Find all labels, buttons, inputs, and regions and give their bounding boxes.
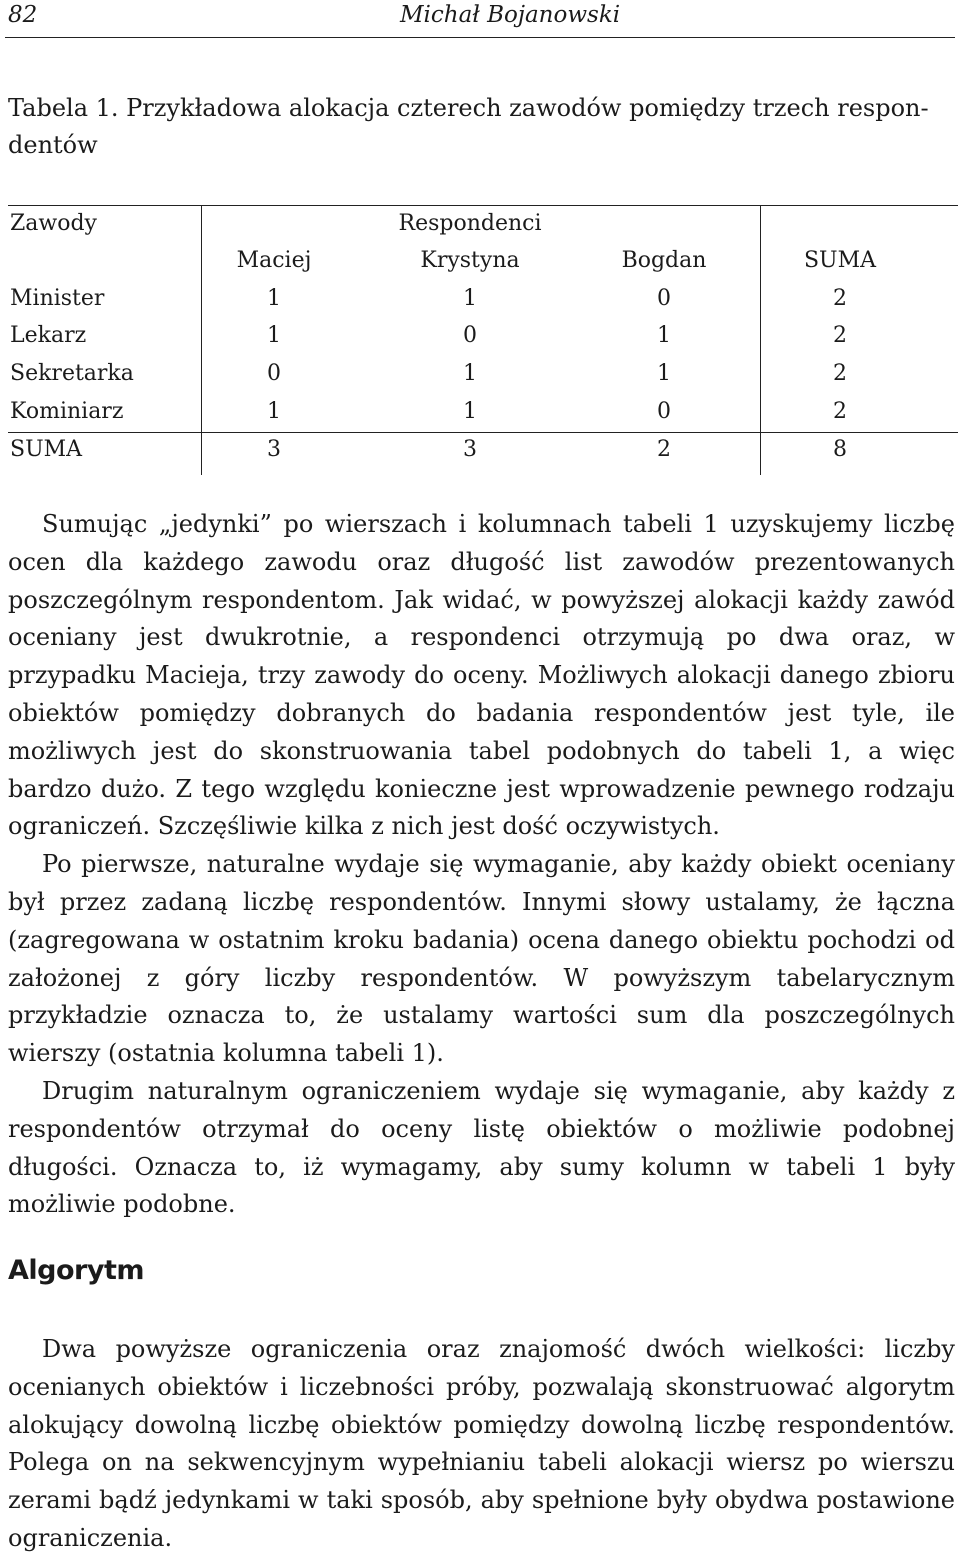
col-header-label: Krystyna [420,248,520,273]
table-caption [8,90,953,164]
cell-value: 0 [267,361,281,386]
cell-value: 1 [267,399,281,424]
cell-value: 8 [833,437,847,462]
cell-value: 2 [833,399,847,424]
cell-value: 1 [267,323,281,348]
header-respondenci-label: Respondenci [398,211,542,236]
cell-value: 2 [657,437,671,462]
running-author: Michał Bojanowski [400,2,621,28]
section-heading: Algorytm [8,1255,144,1286]
row-label: Sekretarka [10,361,134,386]
body-section-2 [8,1331,955,1558]
body-section-1 [8,506,955,1224]
cell-value: 1 [463,399,477,424]
col-header-label: Maciej [236,248,312,273]
table-caption-line-1: Tabela 1. Przykładowa alokacja czterech zawodów pomiędzy trzech respon- [8,94,929,122]
cell-value: 2 [833,361,847,386]
paragraph-3: Drugim naturalnym ograniczeniem wydaje się wymaganie, aby każdy z respondentów otrzymał do oceny listę obiektów o możliwie podobnej długości. Oznacza to, iż wymagamy, aby sumy kolumn w tabeli 1 były możliwie podobne. [8,1076,955,1219]
header-rule [5,37,955,38]
header-zawody: Zawody [10,211,97,236]
paragraph-1: Sumując „jedynki” po wierszach i kolumnach tabeli 1 uzyskujemy liczbę ocen dla każdego zawodu oraz długość list zawodów prezentowanych poszczególnym respondentom. Jak widać, w powyższej alokacji każdy zawód oceniany jest dwukrotnie, a respondenci otrzymują po dwa oraz, w przypadku Macieja, trzy zawody do oceny. Możliwych alokacji danego zbioru obiektów pomiędzy dobranych do badania respondentów jest tyle, ile możliwych jest do skonstruowania tabel podobnych do tabeli 1, a więc bardzo dużo. Z tego względu konieczne jest wprowadzenie pewnego rodzaju ograniczeń. Szczęśliwie kilka z nich jest dość oczywistych. [8,510,955,841]
cell-value: 1 [267,286,281,311]
cell-value: 2 [833,323,847,348]
row-label: SUMA [10,437,83,462]
table-total-rule [8,432,958,433]
col-header-label: SUMA [803,248,877,273]
cell-value: 1 [657,323,671,348]
table-sum-rule [760,205,761,475]
cell-value: 2 [833,286,847,311]
row-label: Minister [10,286,105,311]
table-caption-line-2: dentów [8,131,98,159]
allocation-table [8,205,958,475]
cell-value: 0 [657,286,671,311]
cell-value: 0 [657,399,671,424]
cell-value: 1 [463,286,477,311]
table-left-rule [201,205,202,475]
table-top-rule [8,205,958,206]
page-number: 82 [8,2,38,28]
row-label: Lekarz [10,323,87,348]
col-header-label: Bogdan [621,248,707,273]
cell-value: 3 [267,437,281,462]
cell-value: 0 [463,323,477,348]
running-header [0,0,960,38]
paragraph-2: Po pierwsze, naturalne wydaje się wymaganie, aby każdy obiekt oceniany był przez zadaną liczbę respondentów. Innymi słowy ustalamy, że łączna (zagregowana w ostatnim kroku badania) ocena danego obiektu pochodzi od założonej z góry liczby respondentów. W powyższym tabelarycznym przykładzie oznacza to, że ustalamy wartości sum dla poszczególnych wierszy (ostatnia kolumna tabeli 1). [8,850,955,1068]
cell-value: 1 [463,361,477,386]
cell-value: 3 [463,437,477,462]
paragraph-4: Dwa powyższe ograniczenia oraz znajomość dwóch wielkości: liczby ocenianych obiektów i liczebności próby, pozwalają skonstruować algorytm alokujący dowolną liczbę obiektów pomiędzy dowolną liczbę respondentów. Polega on na sekwencyjnym wypełnianiu tabeli alokacji wiersz po wierszu zerami bądź jedynkami w taki sposób, aby spełnione były obydwa postawione ograniczenia. [8,1335,955,1552]
cell-value: 1 [657,361,671,386]
row-label: Kominiarz [10,399,124,424]
